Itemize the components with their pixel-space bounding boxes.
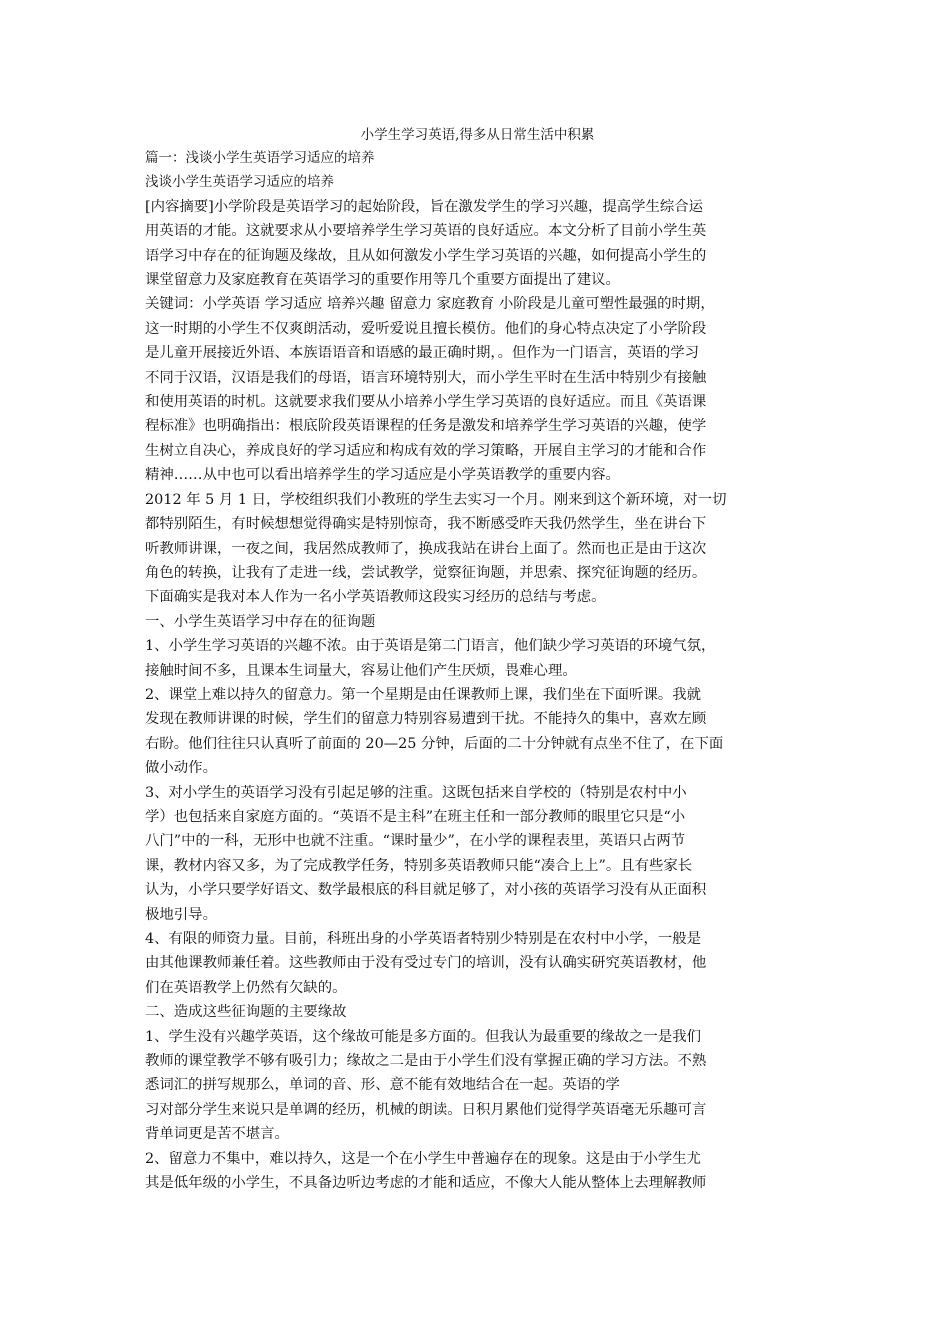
paragraph-line: 认为，小学只要学好语文、数学最根底的科目就足够了，对小孩的英语学习没有从正面积	[145, 882, 707, 899]
paragraph-line: 其是低年级的小学生，不具备边听边考虑的才能和适应，不像大人能从整体上去理解教师	[145, 1175, 707, 1192]
paragraph-line: 1、小学生学习英语的兴趣不浓。由于英语是第二门语言，他们缺少学习英语的环境气氛，	[145, 638, 716, 655]
paragraph-line: 和使用英语的时机。这就要求我们要从小培养小学生学习英语的良好适应。而且《英语课	[145, 394, 707, 411]
paragraph-line: 们在英语教学上仍然有欠缺的。	[145, 979, 347, 996]
paragraph-line: 发现在教师讲课的时候，学生们的留意力特别容易遭到干扰。不能持久的集中，喜欢左顾	[145, 711, 707, 728]
document-body	[145, 146, 810, 1195]
paragraph-line: 用英语的才能。这就要求从小要培养学生学习英语的良好适应。本文分析了目前小学生英	[145, 223, 707, 240]
paragraph-line: 习对部分学生来说只是单调的经历，机械的朗读。日积月累他们觉得学英语毫无乐趣可言	[145, 1101, 707, 1118]
paragraph-line: 八门”中的一科，无形中也就不注重。“课时量少”，在小学的课程表里，英语只占两节	[145, 833, 686, 850]
paragraph-line: 悉词汇的拼写规那么，单词的音、形、意不能有效地结合在一起。英语的学	[145, 1077, 620, 1094]
paragraph-line: 不同于汉语，汉语是我们的母语，语言环境特别大，而小学生平时在生活中特别少有接触	[145, 369, 707, 386]
paragraph-line: 2012 年 5 月 1 日，学校组织我们小教班的学生去实习一个月。刚来到这个新环境，对一切	[145, 491, 727, 508]
paragraph-line: 课，教材内容又多，为了完成教学任务，特别多英语教师只能“凑合上上”。且有些家长	[145, 857, 693, 874]
paragraph-line: 学）也包括来自家庭方面的。“英语不是主科”在班主任和一部分教师的眼里它只是“小	[145, 808, 686, 825]
paragraph-line: 1、学生没有兴趣学英语，这个缘故可能是多方面的。但我认为最重要的缘故之一是我们	[145, 1028, 702, 1045]
paragraph-line: 接触时间不多，且课本生词量大，容易让他们产生厌烦，畏难心理。	[145, 662, 577, 679]
paragraph-line: 都特别陌生，有时候想想觉得确实是特别惊奇，我不断感受昨天我仍然学生，坐在讲台下	[145, 516, 707, 533]
paragraph-line: 右盼。他们往往只认真听了前面的 20—25 分钟，后面的二十分钟就有点坐不住了，在下面	[145, 735, 724, 752]
paragraph-line: 教师的课堂教学不够有吸引力；缘故之二是由于小学生们没有掌握正确的学习方法。不熟	[145, 1053, 707, 1070]
paragraph-line: 是儿童开展接近外语、本族语语音和语感的最正确时期，。但作为一门语言，英语的学习	[145, 345, 700, 362]
section-heading-line: 篇一：浅谈小学生英语学习适应的培养	[145, 150, 375, 166]
paragraph-line: 听教师讲课，一夜之间，我居然成教师了，换成我站在讲台上面了。然而也正是由于这次	[145, 540, 707, 557]
paragraph-line: 4、有限的师资力量。目前，科班出身的小学英语者特别少特别是在农村中小学，一般是	[145, 931, 702, 947]
section-heading-line: 浅谈小学生英语学习适应的培养	[145, 174, 334, 191]
paragraph-line: 语学习中存在的征询题及缘故，且从如何激发小学生学习英语的兴趣，如何提高小学生的	[145, 247, 707, 264]
paragraph-line: 课堂留意力及家庭教育在英语学习的重要作用等几个重要方面提出了建议。	[145, 272, 620, 289]
paragraph-line: 3、对小学生的英语学习没有引起足够的注重。这既包括来自学校的（特别是农村中小	[145, 784, 687, 801]
document-page	[145, 124, 810, 1195]
paragraph-line: 角色的转换，让我有了走进一线，尝试教学，觉察征询题，并思索、探究征询题的经历。	[145, 564, 707, 581]
paragraph-line: 一、小学生英语学习中存在的征询题	[145, 613, 376, 630]
paragraph-line: 二、造成这些征询题的主要缘故	[145, 1004, 347, 1021]
paragraph-line: 关键词：小学英语 学习适应 培养兴趣 留意力 家庭教育 小阶段是儿童可塑性最强的时期，	[145, 296, 715, 313]
paragraph-line: 极地引导。	[145, 906, 217, 923]
paragraph-line: 2、课堂上难以持久的留意力。第一个星期是由任课教师上课，我们坐在下面听课。我就	[145, 686, 702, 703]
paragraph-line: [内容摘要]小学阶段是英语学习的起始阶段，旨在激发学生的学习兴趣，提高学生综合运	[145, 198, 704, 215]
paragraph-line: 程标准》也明确指出：根底阶段英语课程的任务是激发和培养学生学习英语的兴趣，使学	[145, 418, 707, 435]
paragraph-line: 这一时期的小学生不仅爽朗活动，爱听爱说且擅长模仿。他们的身心特点决定了小学阶段	[145, 320, 707, 337]
paragraph-line: 生树立自决心，养成良好的学习适应和构成有效的学习策略，开展自主学习的才能和合作	[145, 442, 707, 459]
paragraph-line: 下面确实是我对本人作为一名小学英语教师这段实习经历的总结与考虑。	[145, 589, 606, 606]
paragraph-line: 精神……从中也可以看出培养学生的学习适应是小学英语教学的重要内容。	[145, 467, 620, 484]
paragraph-line: 背单词更是苦不堪言。	[145, 1126, 289, 1143]
paragraph-line: 2、留意力不集中，难以持久，这是一个在小学生中普遍存在的现象。这是由于小学生尤	[145, 1150, 702, 1167]
document-title: 小学生学习英语,得多从日常生活中积累	[360, 127, 595, 143]
paragraph-line: 由其他课教师兼任着。这些教师由于没有受过专门的培训，没有认确实研究英语教材，他	[145, 955, 707, 972]
paragraph-line: 做小动作。	[145, 760, 217, 777]
